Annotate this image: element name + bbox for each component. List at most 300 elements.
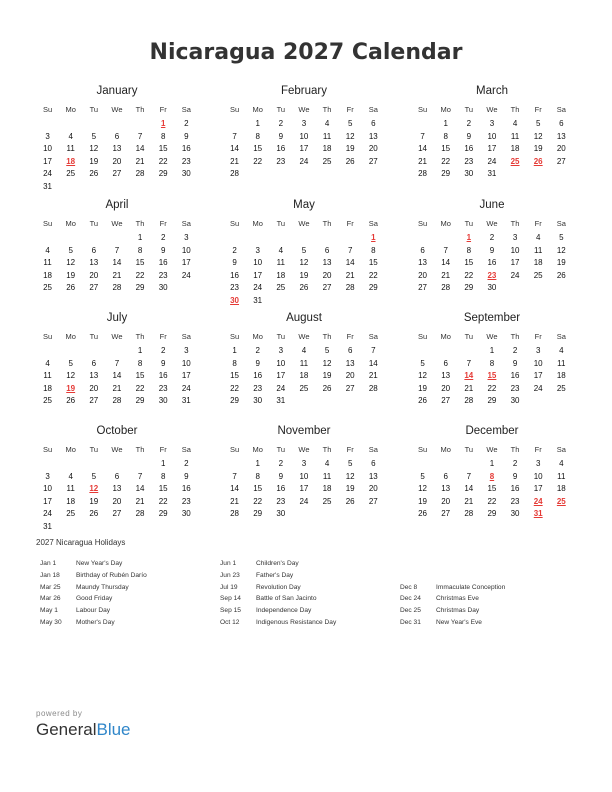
empty-cell xyxy=(269,168,292,181)
empty-cell xyxy=(82,345,105,358)
week-row xyxy=(411,496,573,509)
day-cell: 14 xyxy=(112,258,122,267)
day-cell: 4 xyxy=(45,245,50,255)
day-cell: 25 xyxy=(43,283,53,292)
holiday-day-cell: 15 xyxy=(487,371,497,380)
day-cell: 8 xyxy=(137,245,143,255)
weekday-label: Tu xyxy=(276,445,286,454)
day-cell: 26 xyxy=(66,283,76,292)
empty-cell xyxy=(269,232,292,245)
holiday-row xyxy=(400,617,580,629)
day-cell: 23 xyxy=(181,496,191,506)
empty-cell xyxy=(82,521,105,534)
day-cell: 31 xyxy=(276,396,286,405)
week-row xyxy=(223,131,385,144)
day-cell: 25 xyxy=(533,270,543,280)
week-row xyxy=(223,370,385,383)
week-row xyxy=(223,358,385,371)
week-row xyxy=(36,395,198,408)
day-cell: 13 xyxy=(556,131,566,141)
holiday-day-cell: 25 xyxy=(556,496,566,506)
empty-cell xyxy=(316,508,339,521)
day-cell: 28 xyxy=(464,509,474,518)
holiday-name: Good Friday xyxy=(76,595,113,603)
day-cell: 13 xyxy=(112,484,122,493)
holiday-row xyxy=(400,558,580,570)
week-row xyxy=(411,257,573,270)
day-cell: 16 xyxy=(276,144,286,153)
day-cell: 2 xyxy=(232,245,237,255)
day-cell: 24 xyxy=(487,156,497,166)
day-cell: 7 xyxy=(232,471,237,481)
month-name: February xyxy=(280,85,328,97)
week-row xyxy=(411,358,573,371)
day-cell: 29 xyxy=(441,169,451,178)
empty-cell xyxy=(129,118,152,131)
day-cell: 8 xyxy=(466,245,472,255)
day-cell: 3 xyxy=(512,233,518,242)
empty-cell xyxy=(292,168,315,181)
week-row xyxy=(411,232,573,245)
day-cell: 25 xyxy=(66,169,76,178)
day-cell: 9 xyxy=(512,358,518,368)
holiday-date: Jul 19 xyxy=(220,583,238,591)
logo-text-blue: Blue xyxy=(96,720,131,739)
week-row xyxy=(411,143,573,156)
day-cell: 19 xyxy=(533,144,543,153)
day-cell: 3 xyxy=(489,119,495,128)
day-cell: 15 xyxy=(135,371,145,380)
empty-cell xyxy=(223,458,246,471)
day-cell: 22 xyxy=(253,156,263,166)
weekday-label: Th xyxy=(135,445,145,454)
day-cell: 16 xyxy=(158,371,168,380)
day-cell: 5 xyxy=(420,471,425,481)
empty-cell xyxy=(411,458,434,471)
day-cell: 26 xyxy=(299,283,309,292)
month-november xyxy=(223,422,385,521)
day-cell: 29 xyxy=(368,283,378,292)
weekday-label: Su xyxy=(42,105,53,114)
day-cell: 13 xyxy=(441,484,451,493)
week-row xyxy=(223,232,385,245)
holiday-name: Immaculate Conception xyxy=(436,583,506,591)
holiday-date: Dec 24 xyxy=(400,595,421,603)
day-cell: 2 xyxy=(160,233,166,242)
weekday-label: Fr xyxy=(534,219,542,228)
day-cell: 2 xyxy=(278,459,284,468)
day-cell: 21 xyxy=(464,496,474,506)
holiday-day-cell: 23 xyxy=(487,270,497,280)
weekday-label: Tu xyxy=(464,445,474,454)
day-cell: 14 xyxy=(135,144,145,153)
empty-cell xyxy=(292,395,315,408)
day-cell: 15 xyxy=(253,484,263,493)
day-cell: 27 xyxy=(89,283,99,292)
day-cell: 30 xyxy=(276,509,286,518)
week-row xyxy=(223,395,385,408)
day-cell: 18 xyxy=(299,371,309,380)
weekday-label: Mo xyxy=(65,445,76,454)
day-cell: 17 xyxy=(510,258,520,267)
holiday-day-cell: 1 xyxy=(160,119,166,128)
weekday-label: Th xyxy=(135,219,145,228)
holiday-name: Revolution Day xyxy=(256,583,301,591)
day-cell: 15 xyxy=(253,144,263,153)
day-cell: 1 xyxy=(137,346,143,355)
day-cell: 29 xyxy=(487,396,497,405)
empty-cell xyxy=(152,181,175,194)
day-cell: 30 xyxy=(253,396,263,405)
empty-cell xyxy=(175,282,198,295)
week-row xyxy=(411,282,573,295)
empty-cell xyxy=(152,521,175,534)
day-cell: 18 xyxy=(66,496,76,506)
day-cell: 14 xyxy=(441,258,451,267)
day-cell: 11 xyxy=(510,131,520,141)
holiday-row xyxy=(220,605,400,617)
empty-cell xyxy=(82,232,105,245)
day-cell: 30 xyxy=(158,283,168,292)
empty-cell xyxy=(339,508,362,521)
empty-cell xyxy=(550,168,573,181)
day-cell: 29 xyxy=(253,509,263,518)
weekday-label: Su xyxy=(417,332,428,341)
weekday-header xyxy=(36,442,198,458)
holiday-date: Mar 26 xyxy=(40,595,61,603)
day-cell: 17 xyxy=(299,484,309,493)
week-row xyxy=(223,458,385,471)
day-cell: 5 xyxy=(559,233,564,242)
month-may xyxy=(223,196,385,307)
day-cell: 27 xyxy=(345,383,355,393)
holiday-date: Jan 18 xyxy=(40,571,60,579)
holiday-row xyxy=(400,582,580,594)
weekday-label: Su xyxy=(42,219,53,228)
day-cell: 9 xyxy=(278,471,284,481)
weekday-label: We xyxy=(298,105,310,114)
day-cell: 15 xyxy=(368,258,378,267)
weekday-label: Sa xyxy=(556,219,566,228)
day-cell: 6 xyxy=(559,119,564,128)
day-cell: 14 xyxy=(464,484,474,493)
day-cell: 12 xyxy=(556,245,566,255)
day-cell: 7 xyxy=(347,245,353,255)
weekday-label: Fr xyxy=(534,445,542,454)
day-cell: 27 xyxy=(112,169,122,178)
day-cell: 16 xyxy=(230,270,240,280)
weekday-label: Su xyxy=(42,332,53,341)
day-cell: 9 xyxy=(466,131,472,141)
day-cell: 12 xyxy=(345,471,355,481)
day-cell: 5 xyxy=(91,131,97,141)
day-cell: 30 xyxy=(464,169,474,178)
day-cell: 31 xyxy=(253,295,263,305)
day-cell: 14 xyxy=(112,371,122,380)
week-row xyxy=(223,118,385,131)
month-name: May xyxy=(293,199,315,211)
holidays-title: 2027 Nicaragua Holidays xyxy=(36,538,126,547)
week-row xyxy=(36,257,198,270)
empty-cell xyxy=(269,295,292,308)
week-row xyxy=(36,345,198,358)
day-cell: 3 xyxy=(535,459,541,468)
empty-cell xyxy=(316,168,339,181)
empty-cell xyxy=(550,508,573,521)
holiday-date: Dec 31 xyxy=(400,618,421,626)
day-cell: 16 xyxy=(464,144,474,153)
holiday-row xyxy=(400,570,580,582)
day-cell: 19 xyxy=(418,496,428,506)
day-cell: 25 xyxy=(322,496,332,506)
day-cell: 15 xyxy=(441,144,451,153)
day-cell: 21 xyxy=(135,156,145,166)
day-cell: 1 xyxy=(489,459,495,468)
holiday-date: Jan 1 xyxy=(40,560,57,567)
day-cell: 26 xyxy=(418,396,428,405)
day-cell: 22 xyxy=(135,383,145,393)
empty-cell xyxy=(411,345,434,358)
weekday-label: Th xyxy=(510,445,520,454)
weekday-label: Tu xyxy=(464,105,474,114)
day-cell: 6 xyxy=(371,119,376,128)
day-cell: 29 xyxy=(135,283,145,292)
month-name: July xyxy=(106,312,128,324)
week-row xyxy=(411,483,573,496)
day-cell: 12 xyxy=(418,371,428,380)
holiday-name: Birthday of Rubén Darío xyxy=(76,571,147,579)
day-cell: 18 xyxy=(276,270,286,280)
day-cell: 17 xyxy=(181,371,191,380)
day-cell: 12 xyxy=(66,371,76,380)
holiday-date: Dec 25 xyxy=(400,607,421,615)
day-cell: 12 xyxy=(345,131,355,141)
day-cell: 30 xyxy=(510,396,520,405)
day-cell: 2 xyxy=(160,346,166,355)
day-cell: 23 xyxy=(158,270,168,280)
holiday-name xyxy=(436,558,580,570)
day-cell: 26 xyxy=(89,169,99,178)
empty-cell xyxy=(36,118,59,131)
day-cell: 8 xyxy=(137,358,143,368)
weekday-label: Fr xyxy=(159,445,167,454)
day-cell: 4 xyxy=(512,119,518,128)
week-row xyxy=(36,483,198,496)
weekday-label: Mo xyxy=(252,105,263,114)
holiday-row xyxy=(400,593,580,605)
empty-cell xyxy=(129,181,152,194)
empty-cell xyxy=(411,232,434,245)
holiday-date: Oct 12 xyxy=(220,618,240,626)
empty-cell xyxy=(175,521,198,534)
day-cell: 25 xyxy=(66,509,76,518)
weekday-label: Su xyxy=(42,445,53,454)
day-cell: 7 xyxy=(137,471,143,481)
empty-cell xyxy=(59,345,82,358)
holiday-name: Christmas Eve xyxy=(436,595,479,603)
day-cell: 24 xyxy=(43,509,53,518)
empty-cell xyxy=(527,282,550,295)
empty-cell xyxy=(550,395,573,408)
empty-cell xyxy=(504,168,527,181)
day-cell: 21 xyxy=(112,270,122,280)
day-cell: 15 xyxy=(158,144,168,153)
empty-cell xyxy=(59,232,82,245)
week-row xyxy=(36,156,198,169)
weekday-label: We xyxy=(298,445,310,454)
day-cell: 28 xyxy=(112,396,122,405)
month-june xyxy=(411,196,573,295)
day-cell: 23 xyxy=(276,496,286,506)
day-cell: 12 xyxy=(533,131,543,141)
weekday-label: Mo xyxy=(252,219,263,228)
week-row xyxy=(223,257,385,270)
week-row xyxy=(36,245,198,258)
weekday-header xyxy=(411,442,573,458)
day-cell: 29 xyxy=(158,169,168,178)
day-cell: 20 xyxy=(112,156,122,166)
day-cell: 3 xyxy=(184,233,189,242)
day-cell: 17 xyxy=(487,144,497,153)
day-cell: 20 xyxy=(345,371,355,380)
holiday-date: Sep 15 xyxy=(220,607,241,615)
empty-cell xyxy=(316,232,339,245)
holiday-date xyxy=(400,558,436,570)
day-cell: 2 xyxy=(184,119,189,128)
day-cell: 17 xyxy=(181,258,191,267)
day-cell: 11 xyxy=(66,144,75,153)
weekday-label: Tu xyxy=(464,332,474,341)
holiday-row xyxy=(400,605,580,617)
holiday-day-cell: 31 xyxy=(533,509,543,518)
day-cell: 20 xyxy=(368,484,378,493)
empty-cell xyxy=(36,232,59,245)
weekday-label: We xyxy=(486,332,498,341)
day-cell: 18 xyxy=(533,258,543,267)
day-cell: 20 xyxy=(368,144,378,153)
day-cell: 23 xyxy=(158,383,168,393)
day-cell: 13 xyxy=(368,471,378,481)
day-cell: 3 xyxy=(184,346,189,355)
weekday-label: Fr xyxy=(159,332,167,341)
holiday-row xyxy=(220,570,400,582)
day-cell: 14 xyxy=(368,358,378,368)
weekday-label: Mo xyxy=(65,105,76,114)
day-cell: 27 xyxy=(368,156,378,166)
holiday-name: Indigenous Resistance Day xyxy=(256,618,337,626)
day-cell: 10 xyxy=(43,484,53,493)
weekday-header xyxy=(411,329,573,345)
month-march xyxy=(411,82,573,181)
week-row xyxy=(36,232,198,245)
day-cell: 14 xyxy=(230,144,240,153)
day-cell: 19 xyxy=(322,371,332,380)
month-name: September xyxy=(463,312,521,324)
week-row xyxy=(36,168,198,181)
day-cell: 19 xyxy=(418,383,428,393)
day-cell: 9 xyxy=(255,358,260,368)
weekday-label: Fr xyxy=(346,332,354,341)
day-cell: 10 xyxy=(253,258,263,267)
empty-cell xyxy=(82,181,105,194)
empty-cell xyxy=(434,345,457,358)
day-cell: 6 xyxy=(443,471,448,481)
day-cell: 10 xyxy=(299,131,309,141)
day-cell: 26 xyxy=(556,270,566,280)
day-cell: 25 xyxy=(322,156,332,166)
day-cell: 7 xyxy=(114,245,120,255)
empty-cell xyxy=(339,232,362,245)
holiday-day-cell: 26 xyxy=(533,156,543,166)
day-cell: 24 xyxy=(253,283,263,292)
day-cell: 12 xyxy=(299,258,309,267)
day-cell: 17 xyxy=(43,156,53,166)
week-row xyxy=(36,496,198,509)
day-cell: 13 xyxy=(345,358,355,368)
weekday-header xyxy=(411,102,573,118)
weekday-label: We xyxy=(111,445,123,454)
weekday-label: Tu xyxy=(89,445,99,454)
holiday-row xyxy=(40,605,220,617)
day-cell: 24 xyxy=(276,383,286,393)
day-cell: 6 xyxy=(371,459,376,468)
holiday-row xyxy=(220,558,400,570)
holiday-row xyxy=(40,570,220,582)
day-cell: 24 xyxy=(181,383,191,393)
weekday-label: Fr xyxy=(534,332,542,341)
day-cell: 19 xyxy=(345,144,355,153)
day-cell: 27 xyxy=(368,496,378,506)
day-cell: 19 xyxy=(556,258,566,267)
generalblue-logo[interactable] xyxy=(36,720,131,740)
day-cell: 2 xyxy=(466,119,472,128)
day-cell: 21 xyxy=(112,383,122,393)
weekday-label: Sa xyxy=(181,105,191,114)
day-cell: 28 xyxy=(230,169,240,178)
weekday-label: Sa xyxy=(368,332,378,341)
weekday-label: Sa xyxy=(556,445,566,454)
empty-cell xyxy=(105,345,128,358)
weekday-label: Sa xyxy=(181,445,191,454)
weekday-label: We xyxy=(111,332,123,341)
day-cell: 26 xyxy=(89,509,99,518)
day-cell: 13 xyxy=(368,131,378,141)
day-cell: 18 xyxy=(322,484,332,493)
month-december xyxy=(411,422,573,521)
week-row xyxy=(411,458,573,471)
day-cell: 20 xyxy=(89,270,99,280)
day-cell: 11 xyxy=(276,258,285,267)
day-cell: 21 xyxy=(135,496,145,506)
week-row xyxy=(223,143,385,156)
day-cell: 22 xyxy=(441,156,451,166)
empty-cell xyxy=(292,508,315,521)
day-cell: 15 xyxy=(158,484,168,493)
week-row xyxy=(36,521,198,534)
day-cell: 14 xyxy=(135,484,145,493)
day-cell: 6 xyxy=(91,358,97,368)
holiday-date: Jun 23 xyxy=(220,571,240,579)
month-name: December xyxy=(465,425,519,437)
month-name: October xyxy=(96,425,138,437)
holiday-name: Father's Day xyxy=(256,571,294,579)
day-cell: 2 xyxy=(512,459,518,468)
day-cell: 23 xyxy=(230,283,240,292)
day-cell: 2 xyxy=(489,233,495,242)
day-cell: 29 xyxy=(487,509,497,518)
day-cell: 22 xyxy=(368,270,378,280)
week-row xyxy=(223,168,385,181)
